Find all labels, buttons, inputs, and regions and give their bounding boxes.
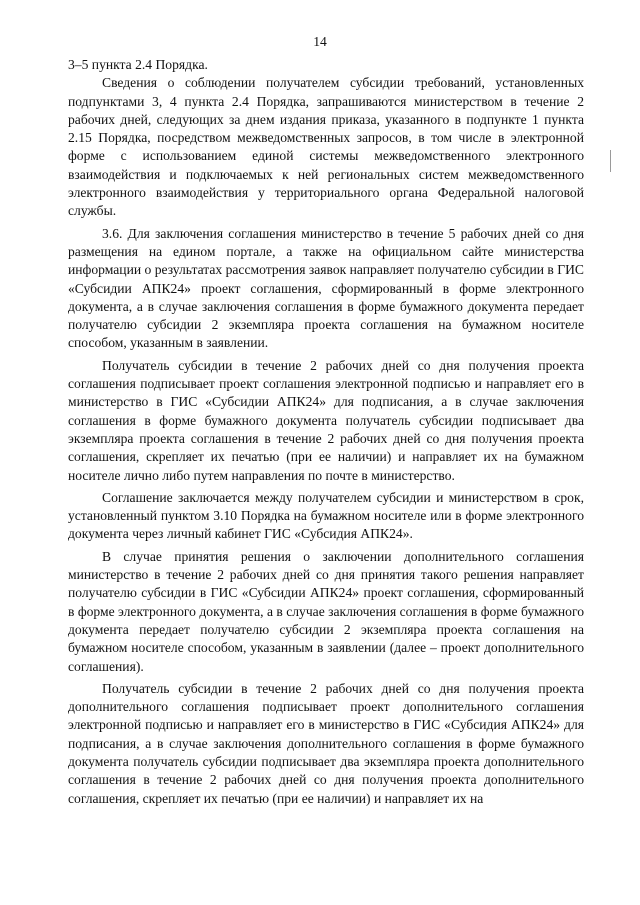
margin-mark	[610, 150, 611, 172]
paragraph-information-requests: Сведения о соблюдении получателем субсидии требований, установленных подпунктами 3, 4 пункта 2.4 Порядка, запрашиваются министерством в течение 2 рабочих дней, следующих за днем издания приказа, указанного в подпункте 1 пункта 2.15 Порядка, посредством межведомственных запросов, в том числе в электронной форме с использованием единой системы межведомственного электронного взаимодействия и подключаемых к ней региональных систем межведомственного электронного взаимодействия у территориального органа Федеральной налоговой службы.	[68, 75, 584, 219]
paragraph-recipient-signing: Получатель субсидии в течение 2 рабочих дней со дня получения проекта соглашения подписывает проект соглашения электронной подписью и направляет его в министерство в ГИС «Субсидии АПК24» для подписания, а в случае заключения соглашения в форме бумажного документа получатель субсидии подписывает два экземпляра проекта соглашения в течение 2 рабочих дней со дня получения проекта соглашения, скрепляет их печатью (при ее наличии) и направляет их на бумажном носителе лично либо путем направления по почте в министерство.	[68, 357, 584, 483]
page-number: 14	[313, 34, 327, 49]
document-body	[68, 56, 584, 808]
paragraph-additional-signing: Получатель субсидии в течение 2 рабочих дней со дня получения проекта дополнительного соглашения подписывает проект дополнительного соглашения электронной подписью и направляет его в министерство в ГИС «Субсидия АПК24» для подписания, а в случае заключения дополнительного соглашения в форме бумажного документа получатель субсидии подписывает два экземпляра проекта дополнительного соглашения в течение 2 рабочих дней со дня получения проекта дополнительного соглашения, скрепляет их печатью (при ее наличии) и направляет их на	[68, 680, 584, 806]
paragraph-agreement-conclusion: Соглашение заключается между получателем субсидии и министерством в срок, установленный пунктом 3.10 Порядка на бумажном носителе или в форме электронного документа через личный кабинет ГИС «Субсидия АПК24».	[68, 489, 584, 542]
paragraph-3-6: 3.6. Для заключения соглашения министерство в течение 5 рабочих дней со дня размещения на едином портале, а также на официальном сайте министерства информации о результатах рассмотрения заявок направляет получателю субсидии в ГИС «Субсидии АПК24» проект соглашения, сформированный в форме электронного документа, а в случае заключения соглашения в форме бумажного документа передает получателю субсидии 2 экземпляра проекта соглашения на бумажном носителе способом, указанным в заявлении.	[68, 225, 584, 351]
paragraph-continuation: 3–5 пункта 2.4 Порядка.	[68, 57, 208, 72]
paragraph-additional-agreement: В случае принятия решения о заключении дополнительного соглашения министерство в течение 2 рабочих дней со дня принятия такого решения направляет получателю субсидии в ГИС «Субсидии АПК24» проект соглашения, сформированный в форме электронного документа, а в случае заключения соглашения в форме бумажного документа передает получателю субсидии 2 экземпляра проекта соглашения на бумажном носителе способом, указанным в заявлении (далее – проект дополнительного соглашения).	[68, 548, 584, 674]
